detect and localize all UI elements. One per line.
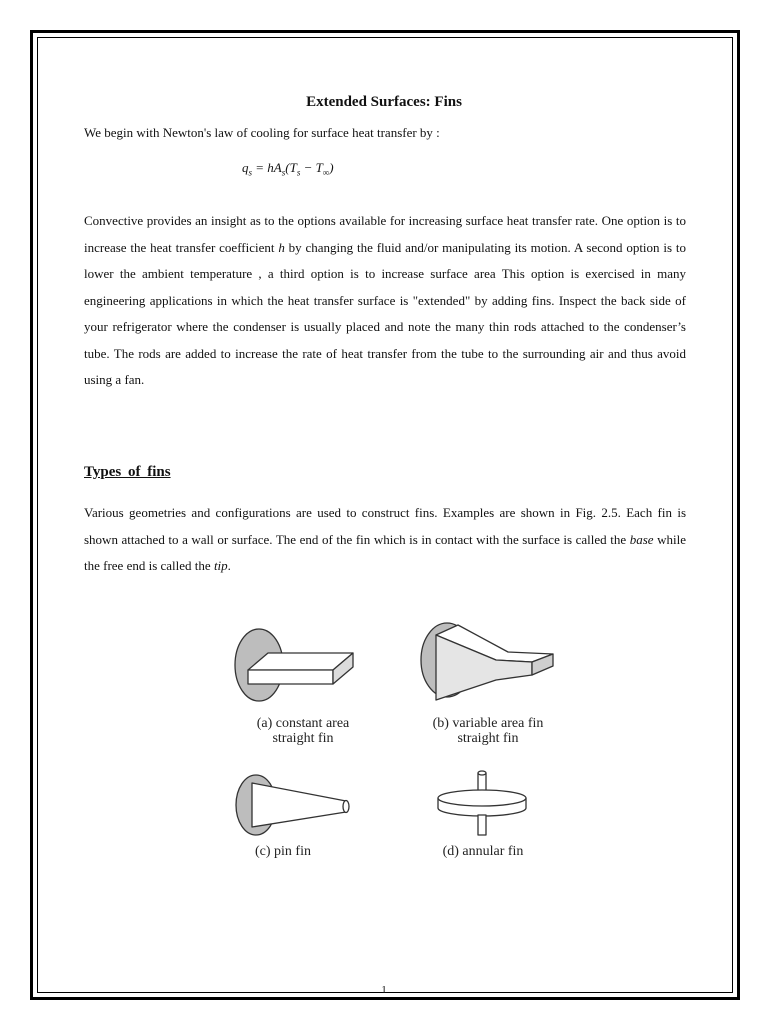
paragraph-fin-geometries: Various geometries and configurations are used to construct fins. Examples are shown in Fig. 2.5. Each fin is shown attached to a wall or surface. The end of the fin which is in contact with the surface is called the base while the free end is called the tip.: [84, 505, 686, 573]
constant-area-fin-drawing: [235, 629, 353, 701]
annular-fin-drawing: [438, 771, 526, 835]
caption-pin-fin: (c) pin fin: [255, 844, 311, 859]
caption-annular-fin: (d) annular fin: [442, 844, 524, 859]
caption-variable-area-fin: (b) variable area fin straight fin: [432, 716, 544, 746]
caption-constant-area-fin: (a) constant area straight fin: [256, 716, 350, 746]
page-number: 1: [381, 984, 387, 996]
paragraph-options: Convective provides an insight as to the options available for increasing surface heat transfer rate. One option is to increase the heat transfer coefficient h by changing the fluid and/or manipulating its motion. A second option is to lower the ambient temperature , a third option is to increase surface area This option is exercised in many engineering applications in which the heat transfer surface is "extended" by adding fins. Inspect the back side of your refrigerator where the condenser is usually placed and note the many thin rods attached to the condenser’s tube. The rods are added to increase the rate of heat transfer from the tube to the surrounding air and thus avoid using a fan.: [84, 213, 686, 387]
section-heading-types-of-fins: Types of fins: [84, 464, 171, 480]
variable-area-fin-drawing: [421, 623, 553, 700]
document-title: Extended Surfaces: Fins: [306, 94, 462, 110]
newton-cooling-equation: $q_s = hA_s(T_s - T_\infty)$: [242, 160, 334, 178]
fin-types-figure: [228, 620, 568, 870]
intro-sentence: We begin with Newton's law of cooling for surface heat transfer by :: [84, 125, 440, 140]
pin-fin-drawing: [236, 775, 349, 835]
